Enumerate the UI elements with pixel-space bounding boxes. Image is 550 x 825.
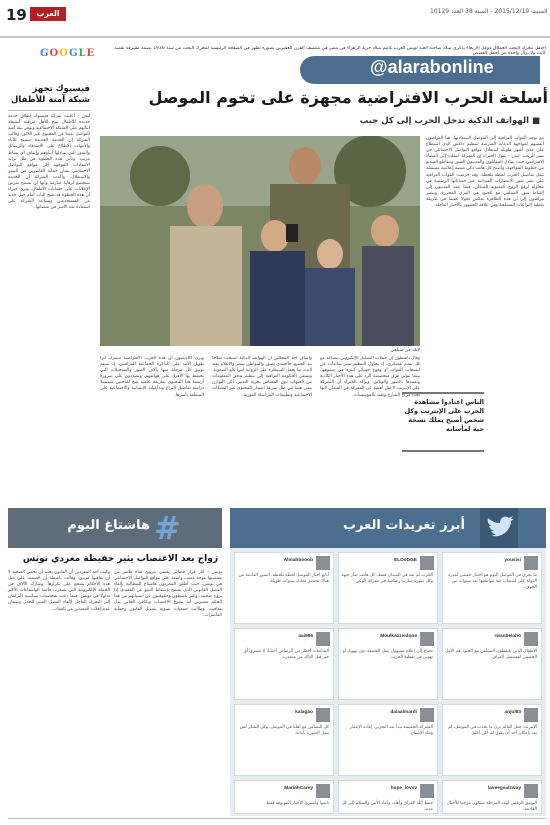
side-story-title: فيسبوك تجهز شبكة آمنة للأطفال	[11, 84, 90, 105]
tweet-text: الشائعات أخطر من الرصاص أحيانا، لا تنشروا أي خبر قبل التأكد من مصدره.	[243, 649, 329, 660]
hashtag-story-column: تونس - أثار قرار قضائي يقضي بتزويج فتاة قاصر من مغتصبها موجة غضب واسعة على مواقع التواصل الاجتماعي في تونس، حيث أطلق المغردون هاشتاغ للمطالبة بإلغاء الفصل القانوني الذي يسمح بإسقاط التتبع عن المعتدي إذا تزوج ضحيته. وعبر ناشطون وحقوقيون عن استيائهم من هذا الحكم معتبرين أنه يشرع الاغتصاب ويكافئ الجاني بدل معاقبته. وطالبت جمعيات نسوية بتعديل القانون وحماية القاصرات.	[114, 570, 222, 618]
tweet-card[interactable]	[338, 628, 438, 700]
tweet-card[interactable]	[338, 552, 438, 624]
tweet-author: dalaalmardi	[390, 710, 417, 715]
tweet-card[interactable]	[234, 704, 334, 776]
hashtag-section-title: هاشتاغ اليوم	[67, 518, 150, 533]
tweet-card[interactable]	[234, 552, 334, 624]
tweet-author: ELDoDGE	[394, 558, 417, 563]
tweet-text: ما يجري في الموصل اليوم هو اختبار حقيقي لقدرة الدولة على استعادة ثقة مواطنيها بعد سنوات من الخوف.	[448, 573, 537, 590]
avatar	[316, 708, 330, 722]
masthead-bar	[0, 0, 550, 38]
main-story-intro: مع توجه القوات العراقية إلى الموصل لاستعادتها، هيأ العراقيون أنفسهم لمواجهة الدعاية الشرسة لتنظيم داعش الذي استطاع على مدى أشهر طويلة استغلال مواقع التواصل الاجتماعي في نشر الرعب. لندن - يقول الخبراء إن المعركة انتقلت إلى الفضاء الافتراضي حيث يتبادل المقاتلون والمدنيون الصور ومقاطع الفيديو من خطوط المواجهة، وأصبح كل هاتف ذكي منصة إعلامية مستقلة تنقل تفاصيل الحرب لحظة بلحظة. وقد حرصت القوات العراقية على نشر صور الانتصارات الميدانية عبر حساباتها الرسمية في محاولة لرفع الروح المعنوية للسكان، فيما عمد المدنيون إلى التقاط صور السيلفي مع الجنود في القرى المحررة. ويشير مراقبون إلى أن هذه الظاهرة تعكس تحولا عميقا في طريقة تغطية النزاعات المسلحة وفي علاقة الجمهور بالأخبار العاجلة.	[426, 136, 544, 209]
divider	[8, 110, 90, 111]
tweets-section-title: أبرز تغريدات العرب	[342, 518, 465, 533]
body-column: وأضاف أحد المحللين أن الهواتف الذكية أصبحت سلاحا بيد الجميع، فالجندي يصور والمواطن ينشر والإعلام يعيد البث، ما يجعل السيطرة على الرواية أمرا بالغ الصعوبة. وتسعى الحكومة العراقية إلى تنظيم تدفق المعلومات من الجبهات دون المساس بحرية التعبير، لكن التوازن يبقى هشا في ظل سرعة انتشار المحتوى عبر الشبكات الاجتماعية وتطبيقات المراسلة الفورية.	[212, 356, 312, 398]
avatar	[316, 784, 330, 798]
tweet-text: أتابع أخبار الموصل لحظة بلحظة، الصور القادمة من هناك تختصر معاناة سنوات طويلة.	[238, 573, 329, 584]
google-brief-text: احتفل محرك البحث العملاق غوغل الأربعاء بذكرى ميلاد صاحبة العيد لويس العرب غانيم ميلاد حرية الزهراء في مصر في منتصف القرن العشرين بصورة تظهر في الصفحة الرئيسية لمحرك البحث من سنة 1936 بصمة مشرفة بقصة كانت ولا تزال واحدة من أجمل القصص	[114, 46, 546, 57]
main-photo-selfie-soldiers	[100, 136, 420, 346]
avatar	[420, 632, 434, 646]
tweet-text: تابعوا وانشروا الأخبار الموثوقة فقط.	[264, 801, 329, 806]
tweet-author: aai986	[298, 634, 313, 639]
body-column: ويرى أكاديميون أن هذه الحرب الافتراضية ستترك أثرا طويل الأمد على الذاكرة الجماعية للعراقيين، إذ سيتم توثيق كل مرحلة منها بآلاف الصور والتسجيلات التي يحتفظ بها الأفراد على هواتفهم. ويشددون على ضرورة أرشفة هذا المحتوى بطريقة علمية تتيح للباحثين مستقبلا دراسة تفاصيل النزاع وتداعياته الإنسانية والاجتماعية على المنطقة بأسرها.	[100, 356, 204, 398]
tweet-text: المعركة الحقيقية تبدأ بعد التحرير، إعادة الإعمار وبناء الإنسان.	[349, 725, 433, 736]
hashtag-icon: #	[154, 509, 181, 547]
tweet-author: Almahbooob	[283, 558, 313, 563]
tweet-text: كل التضامن مع أهلنا في الموصل، وكل الشكر لمن ينقل الصورة بأمانة.	[239, 725, 329, 736]
google-doodle-logo: GOOGLE	[40, 48, 96, 59]
hashtag-story-column: وكتب أحد المغردين أن القانون يجب أن يحمي الضحية لا أن يعاقبها مرتين. وقالت ناشطة إن الصمت على مثل هذه الأحكام يشجع على تكرارها. وشارك الآلاف في الحملة الإلكترونية التي تصدرت قائمة الهاشتاغات الأكثر تداولا في تونس، فيما دعت شخصيات سياسية البرلمان إلى التحرك العاجل لإلغاء الفصل المثير للجدل وضمان عدم إفلات المعتدين من العقاب.	[8, 570, 110, 612]
photo-illustration	[100, 136, 420, 346]
tweet-author: hope_lovvv	[390, 786, 417, 791]
tweet-text: الإنترنت جعل العالم يرى ما يحدث في الموصل، لم يعد بإمكان أحد أن يقول لم أكن أعلم.	[448, 725, 537, 736]
tweet-author: anjul83	[504, 710, 521, 715]
twitter-handle: @alarabonline	[370, 57, 494, 77]
tweet-author: MariahCarey	[284, 786, 313, 791]
avatar	[524, 708, 538, 722]
twitter-bird-icon	[480, 508, 518, 548]
pull-quote: الناس اعتادوا مشاهدة الحرب على الإنترنت وكل شخص أصبح يملك نسخة حية لمأساته	[402, 392, 484, 452]
tweet-text: التوثيق الرقمي لهذه المرحلة سيكون مرجعا للأجيال القادمة.	[446, 801, 537, 812]
bird-glyph	[480, 508, 518, 548]
tweet-card[interactable]	[442, 552, 542, 624]
page-number: 19	[6, 6, 27, 24]
tweet-author: kalagao	[295, 710, 313, 715]
avatar	[420, 556, 434, 570]
tweet-card[interactable]	[442, 704, 542, 776]
tweet-text: الحرب لم تعد في الميدان فقط، كل هاتف صار جبهة وكل صورة صارت رصاصة في معركة الوعي.	[341, 573, 433, 584]
avatar	[524, 556, 538, 570]
tweet-text: الأطفال الذين يلتقطون السيلفي مع الجنود هم الأمل الحقيقي لمستقبل العراق.	[445, 649, 537, 660]
main-story-body	[100, 356, 420, 502]
tweet-card[interactable]	[442, 628, 542, 700]
tweet-text: حفظ الله العراق وأهله، وأعاد الأمن والسلام إلى كل مدنه.	[341, 801, 433, 812]
avatar	[316, 632, 330, 646]
tweets-cards	[230, 548, 546, 816]
side-story	[8, 84, 90, 499]
section-logo: العرب	[30, 7, 66, 21]
tweet-card[interactable]	[442, 780, 542, 814]
main-headline: أسلحة الحرب الافتراضية مجهزة على تخوم الموصل	[148, 88, 548, 107]
tweet-author: yousisi	[504, 558, 521, 563]
tweet-card[interactable]	[338, 780, 438, 814]
body-column: وقال ناشطون إن حملات التضليل الإلكتروني تتصاعد مع كل تقدم عسكري، إذ يحاول التنظيم نشر شائعات عن انسحاب القوات أو وقوع خسائر كبيرة في صفوفها، بينما تتولى فرق متخصصة الرد على هذه الأخبار الكاذبة وتفنيدها بالصور والوثائق. ويؤكد الخبراء أن المعركة على الإنترنت لا تقل أهمية عن المعركة في الميدان لأنها تحدد مزاج الشارع وثقته بالمؤسسات.	[320, 356, 420, 398]
avatar	[524, 632, 538, 646]
photo-caption: لايك من سيلفي	[390, 348, 420, 353]
tweet-author: laveegsalzway	[487, 786, 521, 791]
avatar	[420, 708, 434, 722]
tweet-author: Moulkazzeidone	[380, 634, 417, 639]
footer-divider	[8, 818, 546, 819]
tweet-author: rwanbelaho	[494, 634, 521, 639]
side-story-body: لندن - أعلنت شركة فيسبوك إطلاق خدمة جديدة للأطفال تتيح للأهل مراقبة أنشطة أبنائهم على الشبكة الاجتماعية وتوفر بيئة آمنة للتواصل بعيدا عن المحتوى غير اللائق. وقالت الشركة إن الخدمة الجديدة ستتيح للآباء والأمهات الاطلاع على الأصدقاء والرسائل والصور التي يتبادلها أبناؤهم وإيقاف أي نشاط مريب. وتأتي هذه الخطوة في ظل تزايد الانتقادات الموجهة إلى مواقع التواصل الاجتماعي بشأن حماية القاصرين من التنمر والاستغلال. وأكدت الشركة أن الخدمة ستخضع لرقابة صارمة وأنها لن تسمح بعرض الإعلانات على حسابات الأطفال. ويرى خبراء أن هذه الخطوة قد تفتح الباب أمام جيل جديد من المستخدمين وتساعد الشركة على استعادة ثقة الأسر في منصاتها.	[8, 114, 90, 211]
tweet-text: نحتاج إلى إعلام مسؤول ينقل الحقيقة دون تهويل أو تهوين في تغطية الحرب.	[342, 649, 433, 660]
avatar	[524, 784, 538, 798]
avatar	[420, 784, 434, 798]
avatar	[316, 556, 330, 570]
tweet-card[interactable]	[338, 704, 438, 776]
tweet-card[interactable]	[234, 780, 334, 814]
hashtag-story-title: زواج بعد الاغتصاب يثير حفيظة مغردي تونس	[22, 554, 218, 564]
issue-date: السبت 2015/12/19 - السنة 38 العدد 10129	[430, 8, 548, 15]
tweet-card[interactable]	[234, 628, 334, 700]
main-subhead: ■ الهواتف الذكية تدخل الحرب إلى كل جيب	[359, 116, 540, 126]
handle-label: alarabonline	[387, 57, 494, 77]
